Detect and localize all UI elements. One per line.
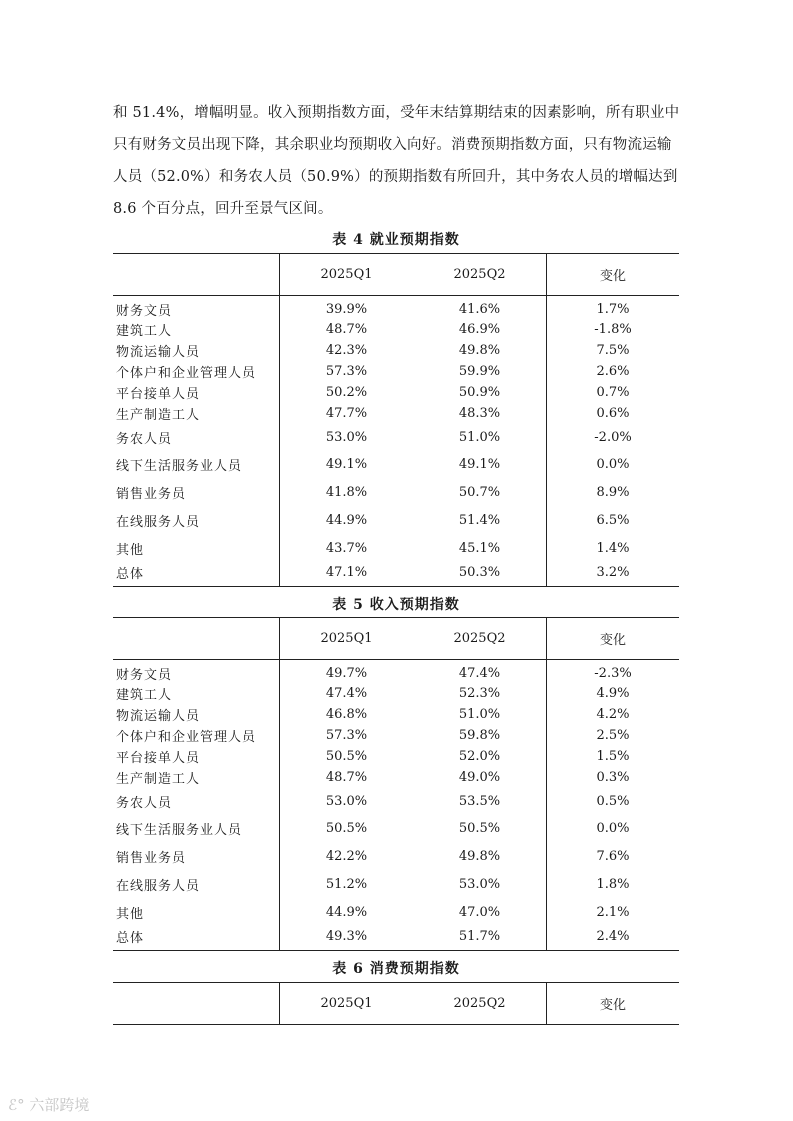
table-header-row [113, 983, 679, 1025]
occupation-label: 在线服务人员 [113, 507, 280, 535]
table-header-row [113, 618, 679, 660]
index-value: 50.3% [413, 562, 547, 587]
table-row [113, 361, 679, 382]
index-value: 59.8% [413, 725, 547, 746]
watermark-icon: ℰ° [8, 1096, 25, 1114]
index-value: 48.7% [325, 769, 368, 785]
table-row [113, 562, 679, 587]
occupation-label: 平台接单人员 [113, 746, 280, 767]
index-value: 49.1% [325, 457, 368, 472]
occupation-label: 总体 [113, 562, 280, 587]
index-value: 59.9% [413, 361, 547, 382]
header-cell-empty [113, 254, 280, 296]
index-value: 46.8% [325, 706, 368, 722]
index-value: 49.3% [280, 926, 414, 951]
occupation-label: 建筑工人 [113, 684, 280, 704]
index-value: 53.0% [325, 793, 368, 809]
occupation-label: 生产制造工人 [113, 767, 280, 788]
table-row [113, 725, 679, 746]
index-value: 50.2% [325, 384, 368, 400]
paragraph-line: 和 51.4%，增幅明显。收入预期指数方面，受年末结算期结束的因素影响，所有职业中 [113, 105, 680, 121]
table-header-row [113, 254, 679, 296]
change-value: -1.8% [594, 322, 632, 337]
watermark-text: 六部跨境 [29, 1096, 90, 1114]
table-row [113, 535, 679, 562]
change-value: 0.5% [596, 793, 630, 809]
change-value: 4.2% [596, 706, 630, 722]
table-row [113, 451, 679, 479]
change-value: 1.7% [596, 301, 630, 317]
index-value: 50.9% [413, 382, 547, 403]
index-value: 42.2% [325, 849, 368, 864]
index-value: 43.7% [325, 540, 368, 556]
index-value: 52.0% [413, 746, 547, 767]
table-row [113, 746, 679, 767]
occupation-label: 在线服务人员 [113, 871, 280, 899]
index-value: 39.9% [325, 301, 368, 317]
index-value: 50.5% [325, 748, 368, 764]
index-value: 49.8% [413, 843, 547, 871]
table-row [113, 340, 679, 361]
index-value: 51.0% [413, 424, 547, 451]
table-row [113, 767, 679, 788]
table6-caption: 表 6 消费预期指数 [332, 961, 460, 977]
change-value: 6.5% [596, 513, 630, 528]
change-value: 7.5% [596, 342, 630, 358]
index-value: 41.6% [413, 296, 547, 320]
occupation-label: 其他 [113, 899, 280, 926]
table-row [113, 320, 679, 340]
index-value: 47.1% [280, 562, 414, 587]
occupation-label: 销售业务员 [113, 843, 280, 871]
header-cell: 2025Q2 [413, 618, 547, 660]
index-value: 50.5% [325, 821, 368, 836]
index-value: 49.1% [413, 451, 547, 479]
header-cell: 变化 [547, 618, 680, 660]
table-row [113, 479, 679, 507]
table-row [113, 788, 679, 815]
change-value: 0.0% [596, 821, 630, 836]
table-row [113, 424, 679, 451]
index-value: 50.5% [413, 815, 547, 843]
table-row [113, 899, 679, 926]
occupation-label: 物流运输人员 [113, 704, 280, 725]
change-value: -2.0% [594, 429, 632, 445]
index-value: 51.7% [413, 926, 547, 951]
change-value: 2.6% [596, 363, 630, 379]
index-value: 51.0% [413, 704, 547, 725]
index-value: 47.4% [413, 660, 547, 684]
occupation-label: 线下生活服务业人员 [113, 451, 280, 479]
table-row [113, 843, 679, 871]
index-value: 48.7% [325, 322, 368, 337]
table-row [113, 704, 679, 725]
index-value: 53.0% [413, 871, 547, 899]
index-value: 46.9% [413, 320, 547, 340]
change-value: 2.1% [596, 904, 630, 920]
header-cell-empty [113, 618, 280, 660]
paragraph-line: 8.6 个百分点，回升至景气区间。 [113, 201, 333, 217]
table-row [113, 296, 679, 320]
occupation-label: 其他 [113, 535, 280, 562]
table-row [113, 871, 679, 899]
change-value: 2.4% [547, 926, 680, 951]
change-value: -2.3% [594, 665, 632, 681]
header-cell: 2025Q1 [280, 618, 414, 660]
change-value: 4.9% [596, 686, 630, 701]
index-value: 53.0% [325, 429, 368, 445]
change-value: 1.8% [596, 877, 630, 892]
table-row [113, 403, 679, 424]
change-value: 0.6% [596, 405, 630, 421]
occupation-label: 生产制造工人 [113, 403, 280, 424]
watermark-logo [8, 1094, 89, 1115]
occupation-label: 平台接单人员 [113, 382, 280, 403]
header-cell: 变化 [547, 254, 680, 296]
occupation-label: 个体户和企业管理人员 [113, 725, 280, 746]
index-value: 44.9% [325, 904, 368, 920]
change-value: 1.5% [596, 748, 630, 764]
change-value: 0.7% [596, 384, 630, 400]
table-row [113, 684, 679, 704]
change-value: 3.2% [547, 562, 680, 587]
table5-caption: 表 5 收入预期指数 [332, 597, 460, 613]
index-value: 47.4% [325, 686, 368, 701]
occupation-label: 财务文员 [113, 296, 280, 320]
occupation-label: 总体 [113, 926, 280, 951]
header-cell: 2025Q2 [413, 983, 547, 1025]
occupation-label: 务农人员 [113, 424, 280, 451]
change-value: 7.6% [596, 849, 630, 864]
change-value: 2.5% [596, 727, 630, 743]
occupation-label: 财务文员 [113, 660, 280, 684]
index-value: 50.7% [413, 479, 547, 507]
change-value: 0.3% [596, 769, 630, 785]
index-value: 51.2% [325, 877, 368, 892]
occupation-label: 个体户和企业管理人员 [113, 361, 280, 382]
body-paragraph [113, 97, 685, 225]
table-row [113, 382, 679, 403]
occupation-label: 线下生活服务业人员 [113, 815, 280, 843]
index-value: 45.1% [413, 535, 547, 562]
change-value: 1.4% [596, 540, 630, 556]
table-row [113, 815, 679, 843]
occupation-label: 物流运输人员 [113, 340, 280, 361]
consumption-expectation-table [113, 982, 679, 1025]
header-cell: 变化 [547, 983, 680, 1025]
index-value: 48.3% [413, 403, 547, 424]
index-value: 47.7% [325, 405, 368, 421]
header-cell: 2025Q1 [280, 983, 414, 1025]
index-value: 47.0% [413, 899, 547, 926]
change-value: 8.9% [596, 485, 630, 500]
index-value: 57.3% [325, 727, 368, 743]
income-expectation-table [113, 617, 679, 951]
header-cell: 2025Q2 [413, 254, 547, 296]
index-value: 51.4% [413, 507, 547, 535]
index-value: 41.8% [325, 485, 368, 500]
paragraph-line: 人员（52.0%）和务农人员（50.9%）的预期指数有所回升，其中务农人员的增幅达到 [113, 169, 678, 185]
occupation-label: 销售业务员 [113, 479, 280, 507]
index-value: 42.3% [325, 342, 368, 358]
occupation-label: 建筑工人 [113, 320, 280, 340]
header-cell-empty [113, 983, 280, 1025]
table-row [113, 926, 679, 951]
occupation-label: 务农人员 [113, 788, 280, 815]
employment-expectation-table [113, 253, 679, 587]
index-value: 53.5% [413, 788, 547, 815]
index-value: 57.3% [325, 363, 368, 379]
table-row [113, 507, 679, 535]
index-value: 44.9% [325, 513, 368, 528]
index-value: 49.7% [325, 665, 368, 681]
table-row [113, 660, 679, 684]
header-cell: 2025Q1 [280, 254, 414, 296]
table4-caption: 表 4 就业预期指数 [332, 232, 460, 248]
paragraph-line: 只有财务文员出现下降，其余职业均预期收入向好。消费预期指数方面，只有物流运输 [113, 137, 672, 153]
index-value: 49.8% [413, 340, 547, 361]
index-value: 49.0% [413, 767, 547, 788]
index-value: 52.3% [413, 684, 547, 704]
change-value: 0.0% [596, 457, 630, 472]
